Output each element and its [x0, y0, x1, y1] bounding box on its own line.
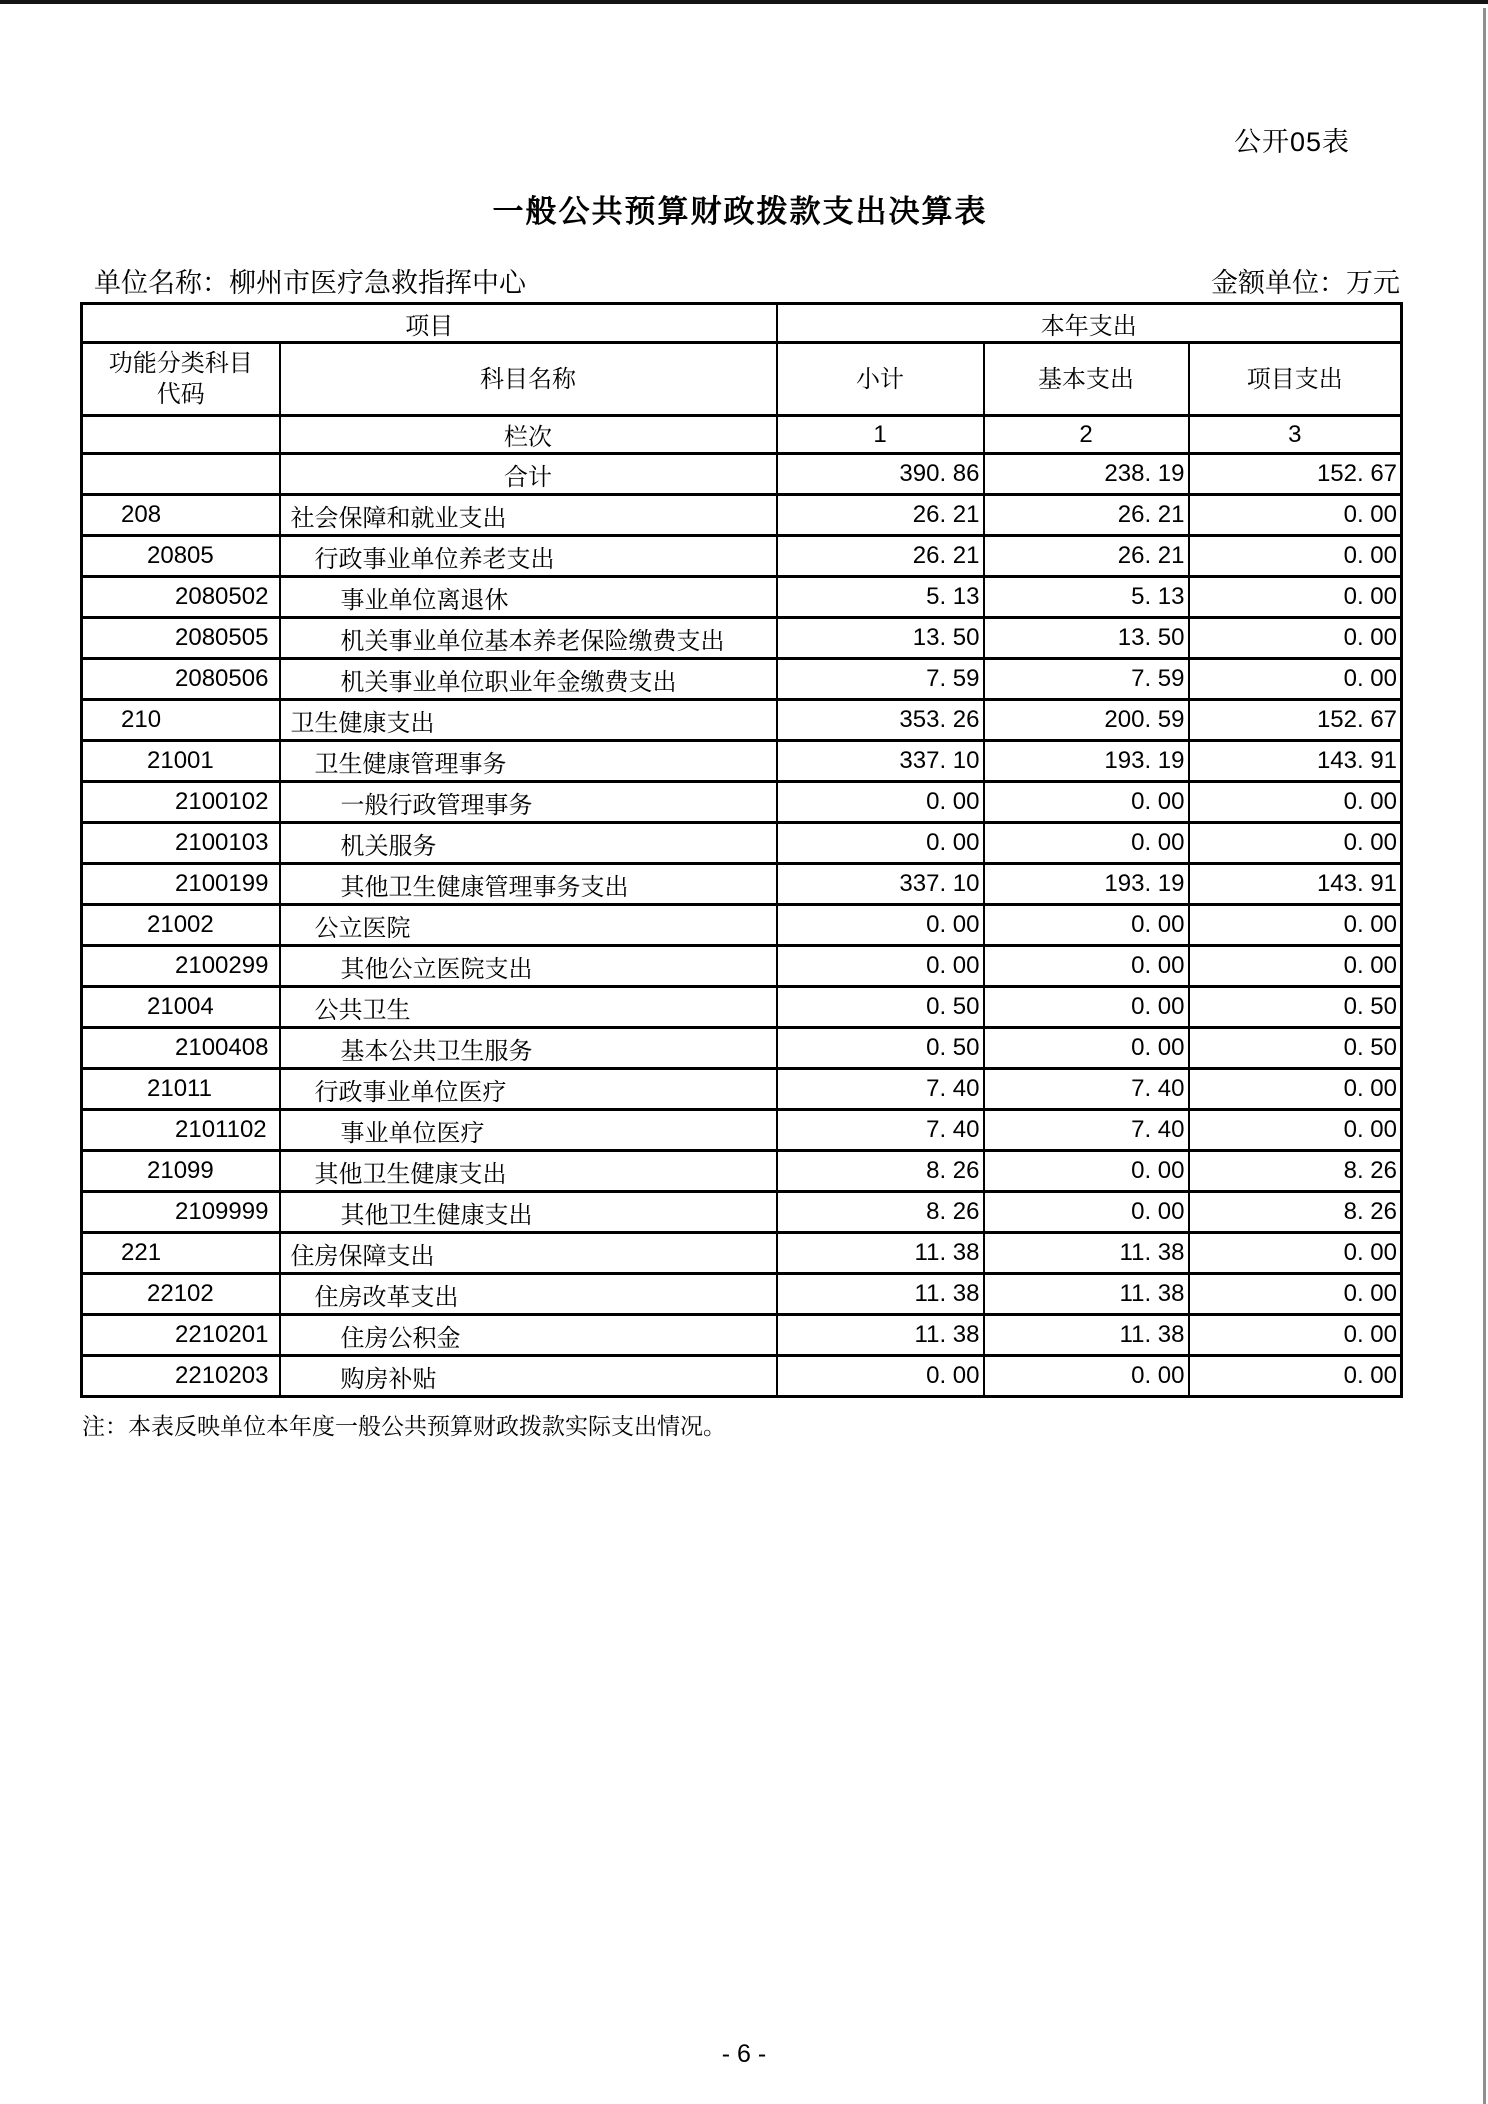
budget-table — [80, 302, 1403, 1398]
row-subject-name-cell: 事业单位医疗 — [280, 1110, 777, 1151]
table-body — [82, 454, 1402, 1397]
row-code-cell: 21099 — [82, 1151, 280, 1192]
row-code-cell: 2100299 — [82, 946, 280, 987]
row-subtotal-cell: 337. 10 — [777, 741, 984, 782]
row-subject-name-cell: 基本公共卫生服务 — [280, 1028, 777, 1069]
row-code-cell: 2210201 — [82, 1315, 280, 1356]
header-code-column — [82, 343, 280, 416]
scan-edge-top — [0, 0, 1488, 4]
table-row — [82, 618, 1402, 659]
row-project-expense-cell: 0. 00 — [1189, 1315, 1402, 1356]
row-basic-expense-cell: 200. 59 — [984, 700, 1189, 741]
header-group-row — [82, 304, 1402, 343]
amount-unit-label: 金额单位：万元 — [1211, 268, 1400, 298]
row-subtotal-cell: 0. 00 — [777, 905, 984, 946]
row-subtotal-cell: 337. 10 — [777, 864, 984, 905]
table-row — [82, 741, 1402, 782]
row-subtotal-cell: 0. 00 — [777, 782, 984, 823]
row-subject-name-cell: 住房保障支出 — [280, 1233, 777, 1274]
row-subject-name-cell: 卫生健康支出 — [280, 700, 777, 741]
row-code-cell: 2101102 — [82, 1110, 280, 1151]
table-row — [82, 1028, 1402, 1069]
row-subtotal-cell: 11. 38 — [777, 1315, 984, 1356]
row-subject-name-cell: 机关事业单位职业年金缴费支出 — [280, 659, 777, 700]
row-basic-expense-cell: 0. 00 — [984, 946, 1189, 987]
row-project-expense-cell: 0. 00 — [1189, 905, 1402, 946]
row-code-cell: 22102 — [82, 1274, 280, 1315]
table-row — [82, 1274, 1402, 1315]
row-project-expense-cell: 0. 00 — [1189, 577, 1402, 618]
row-project-expense-cell: 143. 91 — [1189, 864, 1402, 905]
page-number: - 6 - — [721, 2040, 767, 2068]
header-col-index-1: 1 — [777, 416, 984, 454]
row-project-expense-cell: 0. 00 — [1189, 1069, 1402, 1110]
row-basic-expense-cell: 0. 00 — [984, 1192, 1189, 1233]
row-basic-expense-cell: 7. 40 — [984, 1110, 1189, 1151]
table-row — [82, 1151, 1402, 1192]
row-code-cell: 2080506 — [82, 659, 280, 700]
scan-edge-right — [1483, 8, 1486, 2104]
row-code-cell: 210 — [82, 700, 280, 741]
row-code-cell: 2210203 — [82, 1356, 280, 1397]
row-basic-expense-cell: 11. 38 — [984, 1315, 1189, 1356]
row-subtotal-cell: 8. 26 — [777, 1192, 984, 1233]
header-project-group: 项目 — [82, 304, 777, 343]
row-subject-name-cell: 卫生健康管理事务 — [280, 741, 777, 782]
row-subject-name-cell: 其他卫生健康支出 — [280, 1151, 777, 1192]
row-code-cell: 2100199 — [82, 864, 280, 905]
table-row — [82, 700, 1402, 741]
table-row — [82, 823, 1402, 864]
table-meta-row — [80, 261, 1400, 300]
header-subject-name-column: 科目名称 — [280, 343, 777, 416]
row-subtotal-cell: 0. 50 — [777, 987, 984, 1028]
row-project-expense-cell: 0. 00 — [1189, 618, 1402, 659]
row-basic-expense-cell: 11. 38 — [984, 1233, 1189, 1274]
header-index-row — [82, 416, 1402, 454]
row-basic-expense-cell: 193. 19 — [984, 864, 1189, 905]
header-project-expense-column: 项目支出 — [1189, 343, 1402, 416]
row-subtotal-cell: 26. 21 — [777, 536, 984, 577]
table-row — [82, 454, 1402, 495]
row-basic-expense-cell: 0. 00 — [984, 905, 1189, 946]
row-code-cell — [82, 454, 280, 495]
row-code-cell: 21004 — [82, 987, 280, 1028]
row-basic-expense-cell: 0. 00 — [984, 1151, 1189, 1192]
table-row — [82, 1192, 1402, 1233]
row-basic-expense-cell: 0. 00 — [984, 823, 1189, 864]
unit-name-label: 单位名称：柳州市医疗急救指挥中心 — [94, 268, 526, 298]
row-project-expense-cell: 0. 00 — [1189, 1233, 1402, 1274]
header-columns-row — [82, 343, 1402, 416]
row-subtotal-cell: 0. 00 — [777, 946, 984, 987]
row-code-cell: 2100408 — [82, 1028, 280, 1069]
row-subject-name-cell: 事业单位离退休 — [280, 577, 777, 618]
row-basic-expense-cell: 0. 00 — [984, 782, 1189, 823]
row-project-expense-cell: 0. 00 — [1189, 536, 1402, 577]
header-index-empty-cell — [82, 416, 280, 454]
row-project-expense-cell: 0. 00 — [1189, 1356, 1402, 1397]
row-subtotal-cell: 5. 13 — [777, 577, 984, 618]
row-subtotal-cell: 0. 00 — [777, 1356, 984, 1397]
table-row — [82, 1356, 1402, 1397]
row-code-cell: 208 — [82, 495, 280, 536]
table-row — [82, 864, 1402, 905]
row-subject-name-cell: 其他卫生健康支出 — [280, 1192, 777, 1233]
row-subtotal-cell: 8. 26 — [777, 1151, 984, 1192]
table-row — [82, 536, 1402, 577]
table-row — [82, 577, 1402, 618]
row-subject-name-cell: 行政事业单位养老支出 — [280, 536, 777, 577]
page-title: 一般公共预算财政拨款支出决算表 — [492, 194, 988, 229]
row-subtotal-cell: 11. 38 — [777, 1274, 984, 1315]
row-subject-name-cell: 公立医院 — [280, 905, 777, 946]
row-basic-expense-cell: 0. 00 — [984, 1356, 1189, 1397]
table-row — [82, 905, 1402, 946]
row-basic-expense-cell: 13. 50 — [984, 618, 1189, 659]
row-subtotal-cell: 353. 26 — [777, 700, 984, 741]
row-subtotal-cell: 7. 59 — [777, 659, 984, 700]
row-basic-expense-cell: 26. 21 — [984, 536, 1189, 577]
table-row — [82, 987, 1402, 1028]
table-row — [82, 495, 1402, 536]
table-row — [82, 1315, 1402, 1356]
row-subject-name-cell: 机关事业单位基本养老保险缴费支出 — [280, 618, 777, 659]
row-subtotal-cell: 0. 50 — [777, 1028, 984, 1069]
row-project-expense-cell: 152. 67 — [1189, 700, 1402, 741]
row-project-expense-cell: 143. 91 — [1189, 741, 1402, 782]
row-code-cell: 221 — [82, 1233, 280, 1274]
row-code-cell: 21001 — [82, 741, 280, 782]
row-basic-expense-cell: 11. 38 — [984, 1274, 1189, 1315]
row-subtotal-cell: 13. 50 — [777, 618, 984, 659]
table-row — [82, 1110, 1402, 1151]
row-basic-expense-cell: 7. 40 — [984, 1069, 1189, 1110]
row-subtotal-cell: 11. 38 — [777, 1233, 984, 1274]
form-number-label: 公开05表 — [1234, 127, 1351, 157]
row-code-cell: 20805 — [82, 536, 280, 577]
row-subject-name-cell: 行政事业单位医疗 — [280, 1069, 777, 1110]
header-code-line2: 代码 — [156, 381, 205, 408]
header-current-year-group: 本年支出 — [777, 304, 1402, 343]
row-basic-expense-cell: 0. 00 — [984, 1028, 1189, 1069]
row-subject-name-cell: 公共卫生 — [280, 987, 777, 1028]
row-project-expense-cell: 0. 00 — [1189, 823, 1402, 864]
row-project-expense-cell: 0. 00 — [1189, 946, 1402, 987]
row-basic-expense-cell: 0. 00 — [984, 987, 1189, 1028]
row-subject-name-cell: 住房改革支出 — [280, 1274, 777, 1315]
row-basic-expense-cell: 238. 19 — [984, 454, 1189, 495]
row-basic-expense-cell: 7. 59 — [984, 659, 1189, 700]
row-code-cell: 2080505 — [82, 618, 280, 659]
row-subject-name-cell: 一般行政管理事务 — [280, 782, 777, 823]
row-code-cell: 21002 — [82, 905, 280, 946]
table-row — [82, 946, 1402, 987]
row-project-expense-cell: 0. 50 — [1189, 1028, 1402, 1069]
header-col-index-2: 2 — [984, 416, 1189, 454]
row-subject-name-cell: 社会保障和就业支出 — [280, 495, 777, 536]
row-subtotal-cell: 0. 00 — [777, 823, 984, 864]
table-row — [82, 1233, 1402, 1274]
row-code-cell: 2109999 — [82, 1192, 280, 1233]
row-project-expense-cell: 0. 00 — [1189, 782, 1402, 823]
row-subtotal-cell: 7. 40 — [777, 1069, 984, 1110]
row-project-expense-cell: 0. 00 — [1189, 1110, 1402, 1151]
row-code-cell: 21011 — [82, 1069, 280, 1110]
row-project-expense-cell: 0. 00 — [1189, 495, 1402, 536]
row-code-cell: 2100103 — [82, 823, 280, 864]
row-subtotal-cell: 26. 21 — [777, 495, 984, 536]
table-row — [82, 1069, 1402, 1110]
row-project-expense-cell: 0. 00 — [1189, 659, 1402, 700]
table-row — [82, 782, 1402, 823]
row-subtotal-cell: 390. 86 — [777, 454, 984, 495]
row-project-expense-cell: 152. 67 — [1189, 454, 1402, 495]
row-subject-name-cell: 住房公积金 — [280, 1315, 777, 1356]
row-subject-name-cell: 其他卫生健康管理事务支出 — [280, 864, 777, 905]
row-basic-expense-cell: 26. 21 — [984, 495, 1189, 536]
row-subtotal-cell: 7. 40 — [777, 1110, 984, 1151]
row-basic-expense-cell: 193. 19 — [984, 741, 1189, 782]
row-subject-name-cell: 其他公立医院支出 — [280, 946, 777, 987]
footnote: 注：本表反映单位本年度一般公共预算财政拨款实际支出情况。 — [82, 1413, 726, 1439]
row-project-expense-cell: 8. 26 — [1189, 1151, 1402, 1192]
header-col-index-3: 3 — [1189, 416, 1402, 454]
row-code-cell: 2080502 — [82, 577, 280, 618]
row-project-expense-cell: 8. 26 — [1189, 1192, 1402, 1233]
table-row — [82, 659, 1402, 700]
row-basic-expense-cell: 5. 13 — [984, 577, 1189, 618]
row-project-expense-cell: 0. 50 — [1189, 987, 1402, 1028]
row-subject-name-cell: 合计 — [280, 454, 777, 495]
row-project-expense-cell: 0. 00 — [1189, 1274, 1402, 1315]
header-subtotal-column: 小计 — [777, 343, 984, 416]
header-basic-expense-column: 基本支出 — [984, 343, 1189, 416]
row-subject-name-cell: 购房补贴 — [280, 1356, 777, 1397]
row-code-cell: 2100102 — [82, 782, 280, 823]
row-subject-name-cell: 机关服务 — [280, 823, 777, 864]
header-lanci-label: 栏次 — [280, 416, 777, 454]
header-code-line1: 功能分类科目 — [108, 350, 253, 377]
